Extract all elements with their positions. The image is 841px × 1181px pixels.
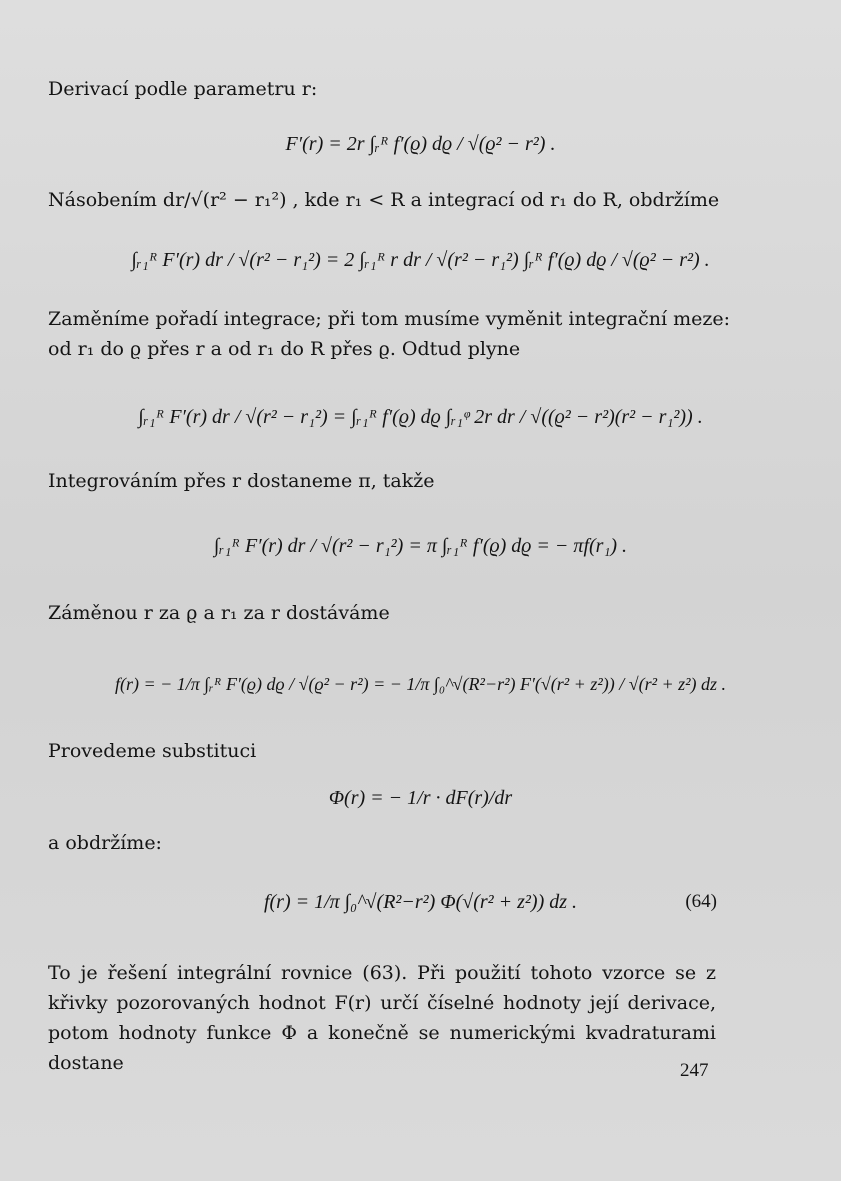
paragraph-derivative-intro: Derivací podle parametru r: (48, 78, 318, 100)
paragraph-multiplication: Násobením dr/√(r² − r₁²) , kde r₁ < R a integrací od r₁ do R, obdržíme (48, 189, 720, 211)
paragraph-swap-order-line2: od r₁ do ϱ přes r a od r₁ do R přes ϱ. Odtud plyne (48, 338, 521, 360)
equation-4-text: ∫ᵣ₁ᴿ F′(r) dr / √(r² − r₁²) = π ∫ᵣ₁ᴿ f′(ϱ) dϱ = − πf(r₁) . (213, 534, 628, 557)
equation-2-text: ∫ᵣ₁ᴿ F′(r) dr / √(r² − r₁²) = 2 ∫ᵣ₁ᴿ r dr / √(r² − r₁²) ∫ᵣᴿ f′(ϱ) dϱ / √(ϱ² − r²) . (131, 248, 710, 271)
paragraph-swap-order-line1: Zaměníme pořadí integrace; při tom musíme vyměnit integrační meze: (48, 308, 731, 330)
equation-7-number: (64) (685, 891, 717, 912)
equation-6-text: Φ(r) = − 1/r · dF(r)/dr (328, 786, 513, 809)
equation-5 (0, 642, 841, 726)
paragraph-integration-pi: Integrováním přes r dostaneme π, takže (48, 470, 435, 492)
paragraph-obtain: a obdržíme: (48, 832, 162, 854)
equation-4 (0, 508, 841, 584)
equation-2 (0, 224, 841, 296)
equation-7 (0, 862, 841, 942)
equation-1-text: F′(r) = 2r ∫ᵣᴿ f′(ϱ) dϱ / √(ϱ² − r²) . (285, 132, 556, 155)
equation-3-text: ∫ᵣ₁ᴿ F′(r) dr / √(r² − r₁²) = ∫ᵣ₁ᴿ f′(ϱ) dϱ ∫ᵣ₁ᵠ 2r dr / √((ϱ² − r²)(r² − r₁²)) . (138, 405, 703, 428)
paragraph-solution: To je řešení integrální rovnice (63). Při použití tohoto vzorce se z křivky pozorovaných hodnot F(r) určí číselné hodnoty její derivace, potom hodnoty funkce Φ a konečně se numerickými kvadraturami dostane (48, 962, 716, 1074)
paragraph-substitution: Provedeme substituci (48, 740, 257, 762)
paragraph-substitution-swap: Záměnou r za ϱ a r₁ za r dostáváme (48, 602, 390, 624)
equation-6 (0, 772, 841, 824)
page-number: 247 (680, 1060, 709, 1081)
equation-1 (0, 112, 841, 176)
equation-5-text: f(r) = − 1/π ∫ᵣᴿ F′(ϱ) dϱ / √(ϱ² − r²) = − 1/π ∫₀^√(R²−r²) F′(√(r² + z²)) / √(r² + z²) dz . (114, 673, 727, 694)
equation-7-text: f(r) = 1/π ∫₀^√(R²−r²) Φ(√(r² + z²)) dz . (263, 890, 578, 913)
equation-3 (0, 378, 841, 456)
